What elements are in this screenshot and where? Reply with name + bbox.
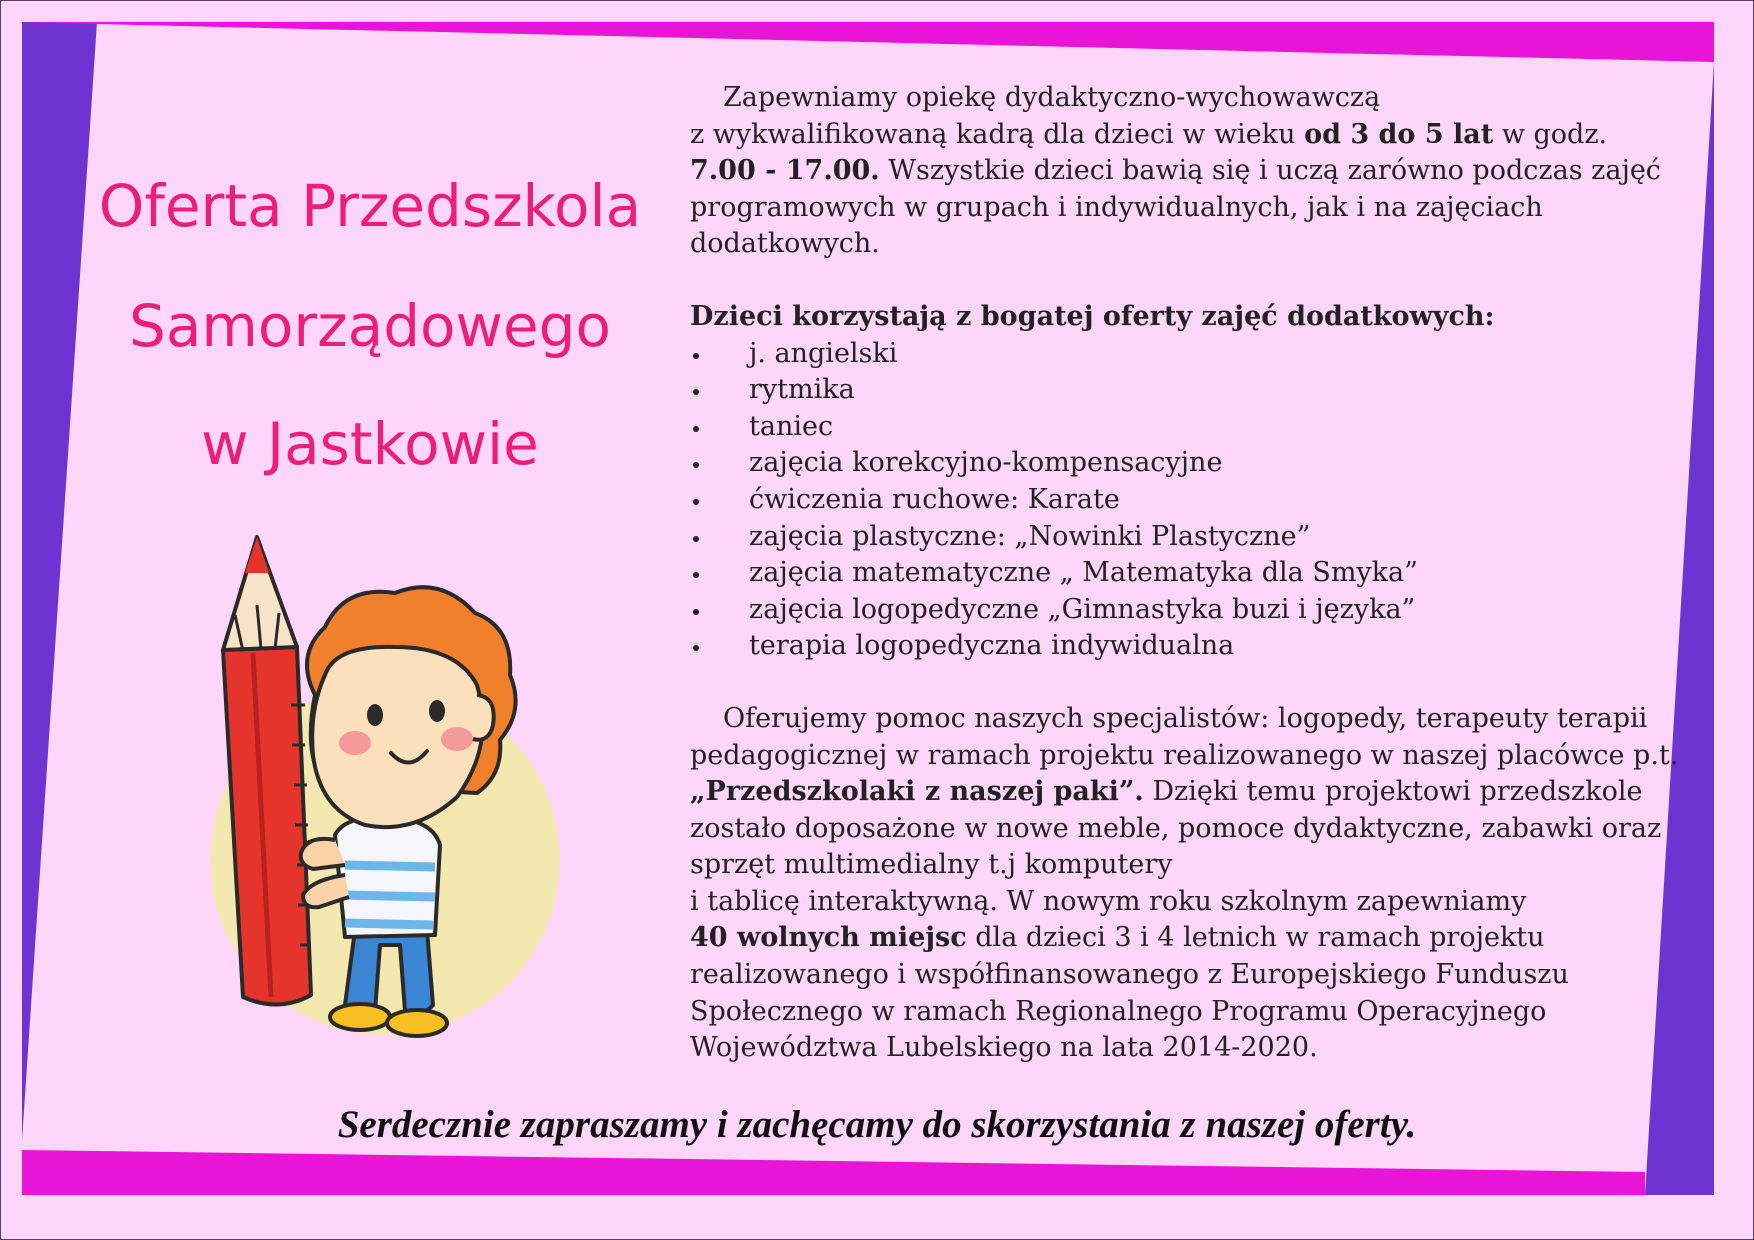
intro-paragraph: z wykwalifikowaną kadrą dla dzieci w wieku od 3 do 5 lat w godz. 7.00 - 17.00. Wszystkie dzieci bawią się i uczą zarówno podczas zajęć programowych w grupach i indywidualnych, jak i na zajęciach dodatkowych.: [690, 118, 1661, 260]
project-name: „Przedszkolaki z naszej paki”.: [690, 776, 1144, 808]
title-line-1: Oferta Przedszkola: [98, 172, 642, 240]
list-item: terapia logopedyczna indywidualna: [690, 628, 1680, 665]
title-line-3: w Jastkowie: [201, 410, 539, 478]
list-item: zajęcia matematyczne „ Matematyka dla Smyka”: [690, 555, 1680, 592]
age-range: od 3 do 5 lat: [1304, 118, 1494, 150]
kid-shoe-right: [387, 1010, 447, 1036]
list-item: zajęcia plastyczne: „Nowinki Plastyczne”: [690, 519, 1680, 556]
intro-line-1: Zapewniamy opiekę dydaktyczno-wychowawczą: [723, 82, 1381, 113]
invitation-footer: Serdecznie zapraszamy i zachęcamy do skorzystania z naszej oferty.: [337, 1103, 1417, 1146]
list-item: j. angielski: [690, 336, 1680, 373]
title-line-2: Samorządowego: [129, 292, 611, 360]
list-item: ćwiczenia ruchowe: Karate: [690, 482, 1680, 519]
kid-cheek-left: [339, 731, 371, 755]
kid-eye-left: [367, 704, 383, 726]
offer-description: [690, 80, 1680, 1067]
project-paragraph-2: i tablicę interaktywną. W nowym roku szkolnym zapewniamy 40 wolnych miejsc dla dzieci 3 i 4 letnich w ramach projektu realizowanego i współfinansowanego z Europejskiego Funduszu Społecznego w ramach Regionalnego Programu Operacyjnego Województwa Lubelskiego na lata 2014-2020.: [690, 885, 1569, 1064]
kid-with-pencil-icon: [195, 535, 595, 1065]
opening-hours: 7.00 - 17.00.: [690, 155, 880, 187]
kid-shoe-left: [330, 1004, 390, 1030]
project-paragraph: Oferujemy pomoc naszych specjalistów: logopedy, terapeuty terapii pedagogicznej w ramach projektu realizowanego w naszej placówce p.t. „Przedszkolaki z naszej paki”. Dzięki temu projektowi przedszkole zostało doposażone w nowe meble, pomoce dydaktyczne, zabawki oraz sprzęt multimedialny t.j komputery: [690, 702, 1679, 881]
frame-bottom-bar: [22, 1150, 1645, 1195]
list-item: zajęcia korekcyjno-kompensacyjne: [690, 445, 1680, 482]
list-item: rytmika: [690, 372, 1680, 409]
offers-heading: Dzieci korzystają z bogatej oferty zajęć dodatkowych:: [690, 300, 1495, 332]
kid-eye-right: [429, 700, 445, 722]
frame-top-bar: [22, 22, 1714, 62]
list-item: taniec: [690, 409, 1680, 446]
list-item: zajęcia logopedyczne „Gimnastyka buzi i języka”: [690, 592, 1680, 629]
kid-cheek-right: [441, 727, 473, 751]
free-places: 40 wolnych miejsc: [690, 922, 967, 954]
offers-list: [690, 336, 1680, 665]
